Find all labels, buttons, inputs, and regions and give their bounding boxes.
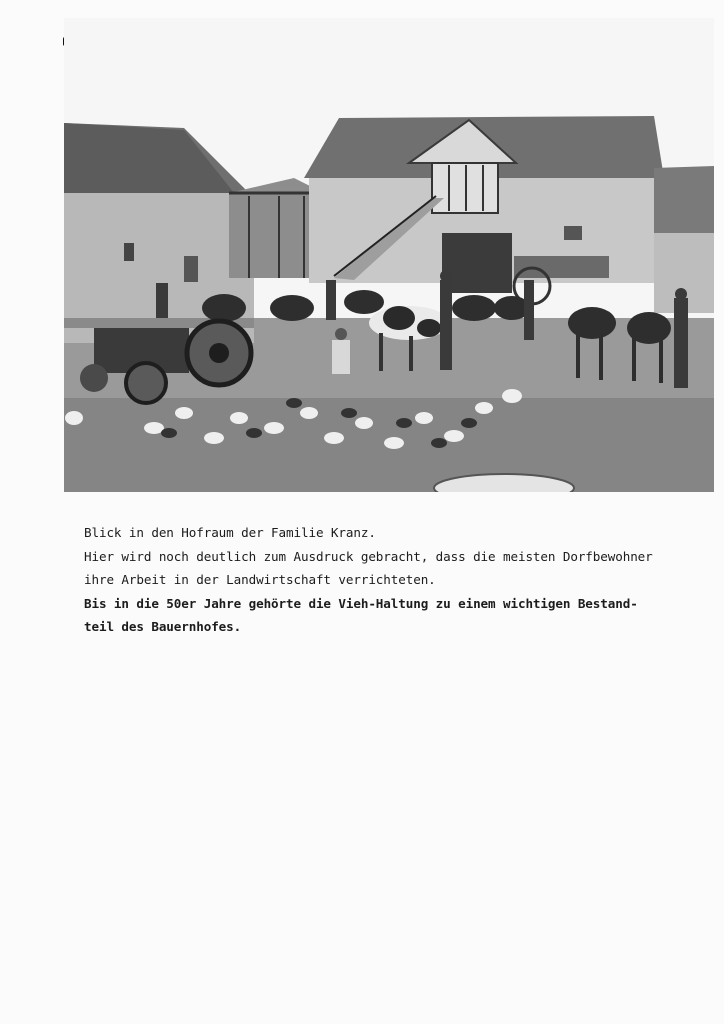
photo-caption bbox=[84, 521, 714, 639]
caption-line-1: Blick in den Hofraum der Familie Kranz. bbox=[84, 525, 376, 540]
caption-line-5: teil des Bauernhofes. bbox=[84, 619, 242, 634]
caption-line-3: ihre Arbeit in der Landwirtschaft verrichteten. bbox=[84, 572, 436, 587]
caption-line-2: Hier wird noch deutlich zum Ausdruck gebracht, dass die meisten Dorfbewohner bbox=[84, 548, 653, 564]
farm-courtyard-photo bbox=[64, 18, 714, 492]
caption-line-4: Bis in die 50er Jahre gehörte die Vieh-Haltung zu einem wichtigen Bestand- bbox=[84, 595, 638, 611]
